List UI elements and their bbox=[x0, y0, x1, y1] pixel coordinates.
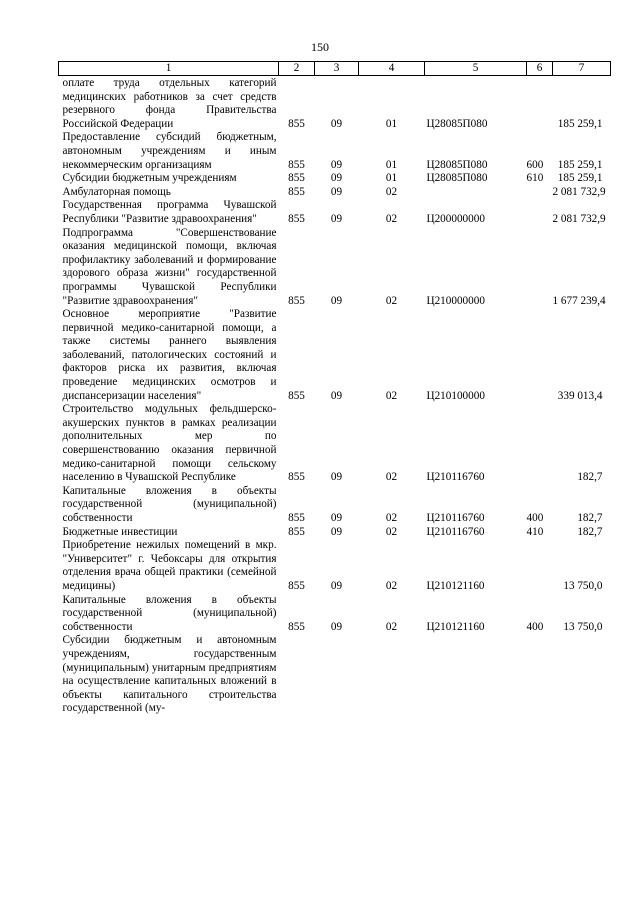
header-col-1: 1 bbox=[59, 62, 279, 76]
row-name: Субсидии бюджетным и автономным учреждениям, государственным (муниципальным) унитарным предприятиям на осуществление капитальных вложений в объекты капитального строительства государственной (му- bbox=[62, 634, 277, 715]
row-name: Государственная программа Чувашской Республики "Развитие здравоохранения" bbox=[62, 199, 277, 225]
table-row bbox=[59, 172, 611, 186]
row-section-code: 09 bbox=[330, 579, 343, 592]
row-target-article: Ц210121160 bbox=[426, 620, 485, 633]
row-ministry-code: 855 bbox=[288, 294, 305, 307]
table-row bbox=[59, 186, 611, 200]
row-amount: 182,7 bbox=[577, 525, 603, 538]
row-subsection-code: 02 bbox=[385, 294, 398, 307]
table-row bbox=[59, 634, 611, 716]
table-body bbox=[59, 76, 611, 716]
row-subsection-code: 02 bbox=[385, 512, 398, 524]
row-name: оплате труда отдельных категорий медицинских работников за счет средств резервного фонда Правительства Российской Федерации bbox=[62, 77, 277, 130]
row-section-code: 09 bbox=[330, 117, 343, 130]
row-amount: 13 750,0 bbox=[563, 620, 603, 633]
row-subsection-code: 01 bbox=[385, 172, 398, 185]
header-col-7: 7 bbox=[553, 62, 611, 76]
row-expense-type: 610 bbox=[526, 172, 544, 185]
header-col-6: 6 bbox=[527, 62, 553, 76]
row-subsection-code: 02 bbox=[385, 212, 398, 225]
row-name: Основное мероприятие "Развитие первичной медико-санитарной помощи, а также системы раннего выявления заболеваний, патологических состояний и факторов риска их развития, включая проведение медицинских осмотров и диспансеризации населения" bbox=[62, 308, 277, 402]
table-row bbox=[59, 403, 611, 485]
table-row bbox=[59, 308, 611, 403]
table-row bbox=[59, 526, 611, 540]
row-expense-type: 600 bbox=[526, 158, 544, 171]
row-target-article: Ц28085П080 bbox=[426, 117, 488, 130]
row-ministry-code: 855 bbox=[288, 389, 305, 402]
row-subsection-code bbox=[359, 634, 425, 716]
row-section-code: 09 bbox=[330, 620, 343, 633]
table-row bbox=[59, 131, 611, 172]
row-expense-type bbox=[527, 403, 553, 485]
row-amount: 2 081 732,9 bbox=[552, 185, 606, 198]
row-name: Подпрограмма "Совершенствование оказания медицинской помощи, включая профилактику заболеваний и формирование здорового образа жизни" государственной программы Чувашской Республики "Развитие здравоохранения" bbox=[62, 226, 277, 307]
row-section-code: 09 bbox=[330, 172, 343, 185]
row-name: Субсидии бюджетным учреждениям bbox=[62, 172, 237, 185]
row-subsection-code: 01 bbox=[385, 158, 398, 171]
row-name: Капитальные вложения в объекты государственной (муниципальной) собственности bbox=[62, 484, 277, 524]
header-col-3: 3 bbox=[315, 62, 359, 76]
row-target-article: Ц210116760 bbox=[426, 512, 485, 524]
row-section-code: 09 bbox=[330, 525, 343, 538]
row-expense-type bbox=[527, 539, 553, 593]
row-amount: 339 013,4 bbox=[557, 389, 603, 402]
row-ministry-code: 855 bbox=[288, 158, 305, 171]
row-expense-type bbox=[527, 308, 553, 403]
page-number: 150 bbox=[311, 40, 329, 54]
row-section-code: 09 bbox=[330, 471, 343, 484]
row-target-article: Ц210116760 bbox=[426, 525, 485, 538]
row-amount: 185 259,1 bbox=[557, 158, 603, 171]
row-target-article: Ц210116760 bbox=[426, 471, 485, 484]
table-row bbox=[59, 199, 611, 226]
header-col-2: 2 bbox=[279, 62, 315, 76]
row-target-article: Ц28085П080 bbox=[426, 158, 488, 171]
row-name: Приобретение нежилых помещений в мкр. "Университет" г. Чебоксары для открытия отделения врача общей практики (семейной медицины) bbox=[62, 539, 277, 592]
row-ministry-code: 855 bbox=[288, 172, 305, 185]
row-expense-type: 400 bbox=[526, 620, 544, 633]
row-target-article: Ц210000000 bbox=[426, 294, 485, 307]
row-subsection-code: 02 bbox=[385, 579, 398, 592]
row-target-article bbox=[425, 634, 527, 716]
row-name: Амбулаторная помощь bbox=[62, 185, 171, 198]
table-row bbox=[59, 539, 611, 593]
row-ministry-code: 855 bbox=[288, 620, 305, 633]
table-row bbox=[59, 227, 611, 309]
header-col-5: 5 bbox=[425, 62, 527, 76]
row-expense-type bbox=[527, 76, 553, 132]
row-target-article: Ц210121160 bbox=[426, 579, 485, 592]
row-section-code: 09 bbox=[330, 185, 343, 198]
row-name: Предоставление субсидий бюджетным, автономным учреждениям и иным некоммерческим организациям bbox=[62, 131, 277, 171]
row-amount: 185 259,1 bbox=[557, 172, 603, 185]
table-row bbox=[59, 594, 611, 635]
row-ministry-code: 855 bbox=[288, 512, 305, 524]
row-ministry-code: 855 bbox=[288, 117, 305, 130]
row-section-code: 09 bbox=[330, 389, 343, 402]
row-section-code bbox=[315, 634, 359, 716]
row-subsection-code: 01 bbox=[385, 117, 398, 130]
header-col-4: 4 bbox=[359, 62, 425, 76]
row-section-code: 09 bbox=[330, 294, 343, 307]
row-expense-type bbox=[527, 634, 553, 716]
row-ministry-code: 855 bbox=[288, 185, 305, 198]
row-ministry-code: 855 bbox=[288, 212, 305, 225]
row-target-article: Ц200000000 bbox=[426, 212, 485, 225]
row-amount bbox=[553, 634, 611, 716]
header-row bbox=[59, 62, 611, 76]
row-amount: 182,7 bbox=[577, 512, 603, 524]
row-amount: 2 081 732,9 bbox=[552, 212, 606, 225]
table-row bbox=[59, 76, 611, 132]
row-subsection-code: 02 bbox=[385, 620, 398, 633]
row-target-article: Ц210100000 bbox=[426, 389, 485, 402]
row-section-code: 09 bbox=[330, 158, 343, 171]
row-target-article: Ц28085П080 bbox=[426, 172, 488, 185]
row-section-code: 09 bbox=[330, 212, 343, 225]
row-amount: 185 259,1 bbox=[557, 117, 603, 130]
row-name: Бюджетные инвестиции bbox=[62, 525, 178, 538]
row-expense-type bbox=[527, 227, 553, 309]
row-name: Строительство модульных фельдшерско-акушерских пунктов в рамках реализации дополнительных мер по совершенствованию оказания первичной медико-санитарной помощи сельскому населению в Чувашской Республике bbox=[62, 403, 277, 484]
row-name: Капитальные вложения в объекты государственной (муниципальной) собственности bbox=[62, 593, 277, 633]
row-amount: 182,7 bbox=[577, 471, 603, 484]
table-row bbox=[59, 485, 611, 526]
row-ministry-code: 855 bbox=[288, 579, 305, 592]
row-subsection-code: 02 bbox=[385, 185, 398, 198]
row-ministry-code: 855 bbox=[288, 471, 305, 484]
row-subsection-code: 02 bbox=[385, 525, 398, 538]
row-subsection-code: 02 bbox=[385, 389, 398, 402]
row-subsection-code: 02 bbox=[385, 471, 398, 484]
row-ministry-code: 855 bbox=[288, 525, 305, 538]
row-expense-type: 410 bbox=[526, 525, 544, 538]
budget-table bbox=[58, 61, 611, 716]
row-expense-type bbox=[527, 186, 553, 200]
row-expense-type: 400 bbox=[526, 512, 544, 524]
table-header bbox=[59, 62, 611, 76]
row-amount: 1 677 239,4 bbox=[552, 294, 606, 307]
row-expense-type bbox=[527, 199, 553, 226]
row-amount: 13 750,0 bbox=[563, 579, 603, 592]
row-section-code: 09 bbox=[330, 512, 343, 524]
row-ministry-code bbox=[279, 634, 315, 716]
row-target-article bbox=[425, 186, 527, 200]
